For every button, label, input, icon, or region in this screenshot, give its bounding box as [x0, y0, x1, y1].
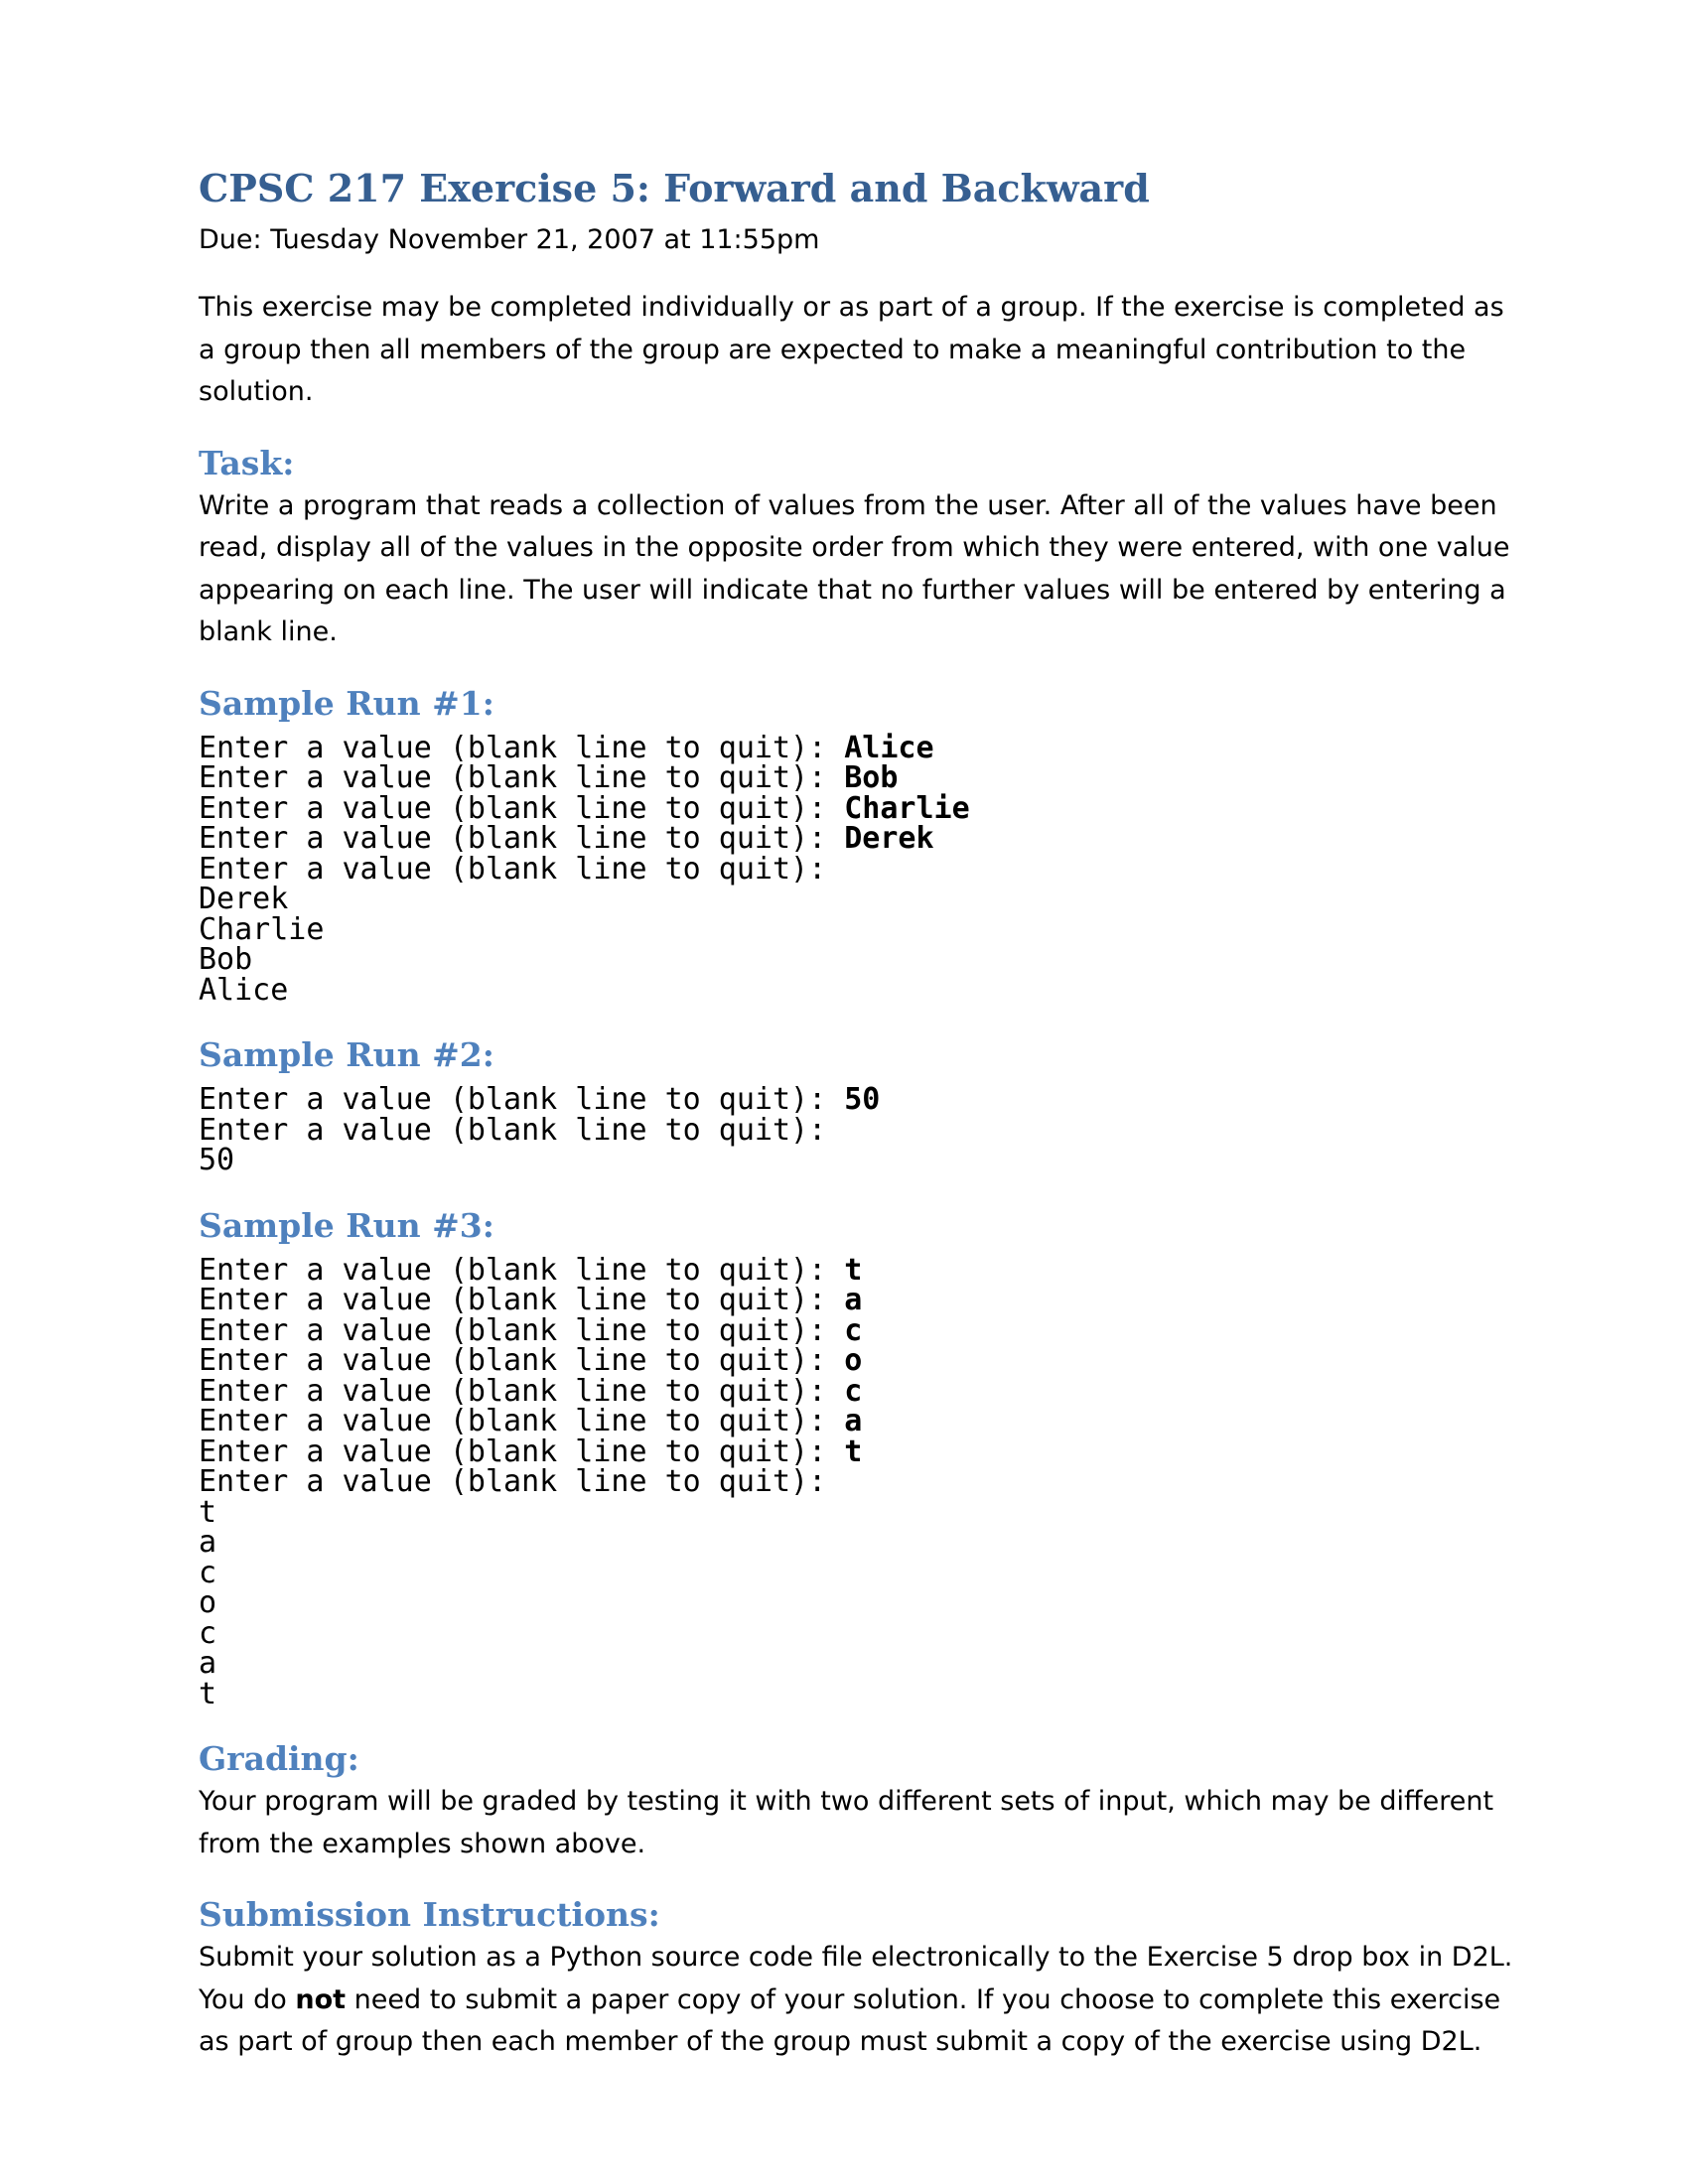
console-output-line: a: [199, 1646, 217, 1681]
console-input-line: [199, 851, 1519, 887]
console-prompt: Enter a value (blank line to quit):: [199, 851, 845, 887]
console-input-line: [199, 760, 1519, 795]
task-heading: Task:: [199, 443, 295, 482]
console-input-line: [199, 1343, 1519, 1378]
console-prompt: Enter a value (blank line to quit):: [199, 1252, 845, 1288]
sample-run-3-console: [199, 1252, 1519, 1711]
console-prompt: Enter a value (blank line to quit):: [199, 1343, 845, 1378]
console-prompt: Enter a value (blank line to quit):: [199, 1312, 845, 1348]
console-output-line: Derek: [199, 882, 289, 916]
console-prompt: Enter a value (blank line to quit):: [199, 760, 845, 795]
page-title: CPSC 217 Exercise 5: Forward and Backward: [199, 166, 1150, 210]
document-page: [199, 164, 1519, 2064]
console-prompt: Enter a value (blank line to quit):: [199, 790, 845, 826]
console-output-line: a: [199, 1525, 217, 1560]
submission-text-1: Submit your solution as a Python source code file electronically to the Exercise 5 drop box in D2L. You do: [199, 1942, 1513, 2015]
console-input-line: [199, 1283, 1519, 1317]
sample-run-1-console: [199, 730, 1519, 1008]
console-output-line: Alice: [199, 972, 289, 1008]
submission-paragraph: [199, 1937, 1519, 2064]
console-input-line: [199, 1464, 1519, 1499]
console-output-line: c: [199, 1555, 217, 1590]
console-output-line: t: [199, 1676, 217, 1711]
console-input-line: [199, 1404, 1519, 1438]
console-input-line: [199, 1312, 1519, 1348]
console-output-line: Charlie: [199, 911, 325, 947]
console-input-line: [199, 1112, 1519, 1148]
console-user-input: c: [844, 1312, 863, 1348]
submission-text-2: need to submit a paper copy of your solution. If you choose to complete this exercise as part of group then each member of the group must submit a copy of the exercise using D2L.: [199, 1983, 1501, 2057]
console-output-line: Bob: [199, 942, 253, 977]
task-paragraph: Write a program that reads a collection of values from the user. After all of the values have been read, display all of the values in the opposite order from which they were entered, with one value appearing on each line. The user will indicate that no further values will be entered by entering a blank line.: [199, 489, 1510, 647]
sample-run-3: [199, 1204, 1519, 1710]
submission-heading: Submission Instructions:: [199, 1895, 660, 1934]
sample-run-2-console: [199, 1082, 1519, 1177]
console-prompt: Enter a value (blank line to quit):: [199, 1373, 845, 1409]
console-prompt: Enter a value (blank line to quit):: [199, 1404, 845, 1438]
grading-heading: Grading:: [199, 1739, 359, 1778]
console-input-line: [199, 1433, 1519, 1469]
submission-emphasis: not: [295, 1983, 347, 2015]
console-prompt: Enter a value (blank line to quit):: [199, 1082, 845, 1117]
console-prompt: Enter a value (blank line to quit):: [199, 1433, 845, 1469]
console-input-line: [199, 1252, 1519, 1288]
console-user-input: Derek: [844, 821, 934, 856]
console-input-line: [199, 730, 1519, 765]
sample-run-1: [199, 682, 1519, 1007]
sample-run-2-heading: Sample Run #2:: [199, 1035, 494, 1074]
console-input-line: [199, 1373, 1519, 1409]
console-output-line: c: [199, 1615, 217, 1651]
console-user-input: Alice: [844, 730, 934, 765]
console-output-line: o: [199, 1585, 217, 1620]
console-prompt: Enter a value (blank line to quit):: [199, 730, 845, 765]
console-user-input: a: [844, 1404, 863, 1438]
sample-run-2: [199, 1033, 1519, 1176]
console-user-input: a: [844, 1283, 863, 1317]
console-input-line: [199, 790, 1519, 826]
console-input-line: [199, 821, 1519, 856]
console-user-input: Bob: [844, 760, 899, 795]
console-user-input: 50: [844, 1082, 881, 1117]
sample-run-1-heading: Sample Run #1:: [199, 683, 494, 723]
console-input-line: [199, 1082, 1519, 1117]
console-user-input: o: [844, 1343, 863, 1378]
console-prompt: Enter a value (blank line to quit):: [199, 1464, 845, 1499]
console-prompt: Enter a value (blank line to quit):: [199, 1112, 845, 1148]
grading-paragraph: Your program will be graded by testing it with two different sets of input, which may be different from the examples shown above.: [199, 1786, 1494, 1859]
console-prompt: Enter a value (blank line to quit):: [199, 1283, 845, 1317]
console-user-input: c: [844, 1373, 863, 1409]
console-output-line: t: [199, 1494, 217, 1530]
intro-paragraph: This exercise may be completed individually or as part of a group. If the exercise is completed as a group then all members of the group are expected to make a meaningful contribution to the solution.: [199, 292, 1504, 407]
console-prompt: Enter a value (blank line to quit):: [199, 821, 845, 856]
console-user-input: t: [844, 1252, 863, 1288]
sample-run-3-heading: Sample Run #3:: [199, 1205, 494, 1245]
console-user-input: t: [844, 1433, 863, 1469]
console-output-line: 50: [199, 1143, 235, 1177]
console-user-input: Charlie: [844, 790, 970, 826]
due-date: Due: Tuesday November 21, 2007 at 11:55pm: [199, 224, 820, 255]
